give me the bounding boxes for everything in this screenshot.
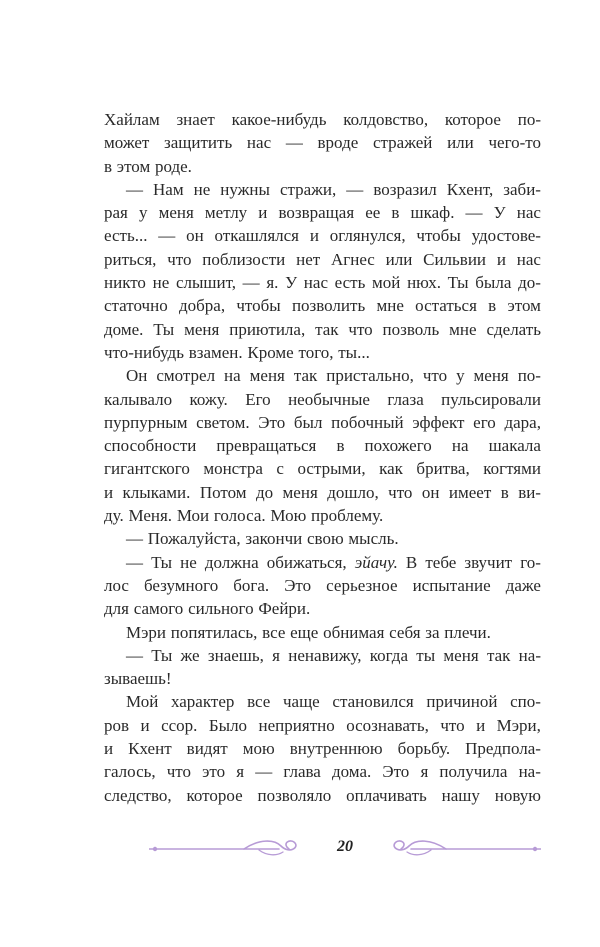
text-line: и клыками. Потом до меня дошло, что он имеет в ви- (104, 482, 541, 502)
book-page-text (104, 108, 541, 807)
text-line: что-нибудь взамен. Кроме того, ты... (104, 342, 370, 362)
page-number: 20 (337, 838, 353, 855)
text-line: — Нам не нужны стражи, — возразил Кхент, заби- (126, 179, 541, 199)
text-line: Хайлам знает какое-нибудь колдовство, которое по- (104, 110, 541, 129)
text-line: следство, которое позволяло оплачивать нашу новую (104, 785, 541, 805)
text-line: статочно добра, чтобы позволить мне остаться в этом (104, 296, 541, 316)
text-line: может защитить нас — вроде стражей или чего-то (104, 133, 541, 153)
text-line: ров и ссор. Было неприятно осознавать, что и Мэри, (104, 715, 541, 735)
text-line: лос безумного бога. Это серьезное испытание даже (104, 575, 541, 595)
page-footer (149, 834, 541, 864)
text-line: есть... — он откашлялся и оглянулся, чтобы удостове- (104, 226, 541, 246)
text-line: способности превращаться в похожего на шакала (104, 436, 541, 456)
text-line: рая у меня метлу и возвращая ее в шкаф. — У нас (104, 203, 541, 223)
text-line: для самого сильного Фейри. (104, 599, 311, 619)
text-line: Мэри попятилась, все еще обнимая себя за плечи. (126, 622, 491, 642)
text-line: в этом роде. (104, 156, 192, 176)
text-line: — Ты же знаешь, я ненавижу, когда ты меня так на- (126, 645, 541, 665)
text-line: Мой характер все чаще становился причиной спо- (126, 692, 541, 712)
text-line: — Пожалуйста, закончи свою мысль. (126, 529, 399, 549)
text-line: ду. Меня. Мои голоса. Мою проблему. (104, 506, 384, 526)
text-line: — Ты не должна обижаться, эйачу. В тебе звучит го- (126, 552, 541, 572)
text-line: пурпурным светом. Это был побочный эффект его дара, (104, 412, 541, 432)
text-line: галось, что это я — глава дома. Это я получила на- (104, 762, 541, 782)
text-line: риться, что поблизости нет Агнес или Сильвии и нас (104, 249, 541, 269)
text-line: доме. Ты меня приютила, так что позволь мне сделать (104, 319, 541, 339)
text-line: зываешь! (104, 669, 172, 689)
text-line: и Кхент видят мою внутреннюю борьбу. Предпола- (104, 739, 541, 759)
text-line: никто не слышит, — я. У нас есть мой нюх. Ты была до- (104, 273, 541, 293)
text-line: калывало кожу. Его необычные глаза пульсировали (104, 389, 541, 409)
text-line: Он смотрел на меня так пристально, что у меня по- (126, 366, 541, 386)
text-line: гигантского монстра с острыми, как бритва, когтями (104, 459, 541, 479)
